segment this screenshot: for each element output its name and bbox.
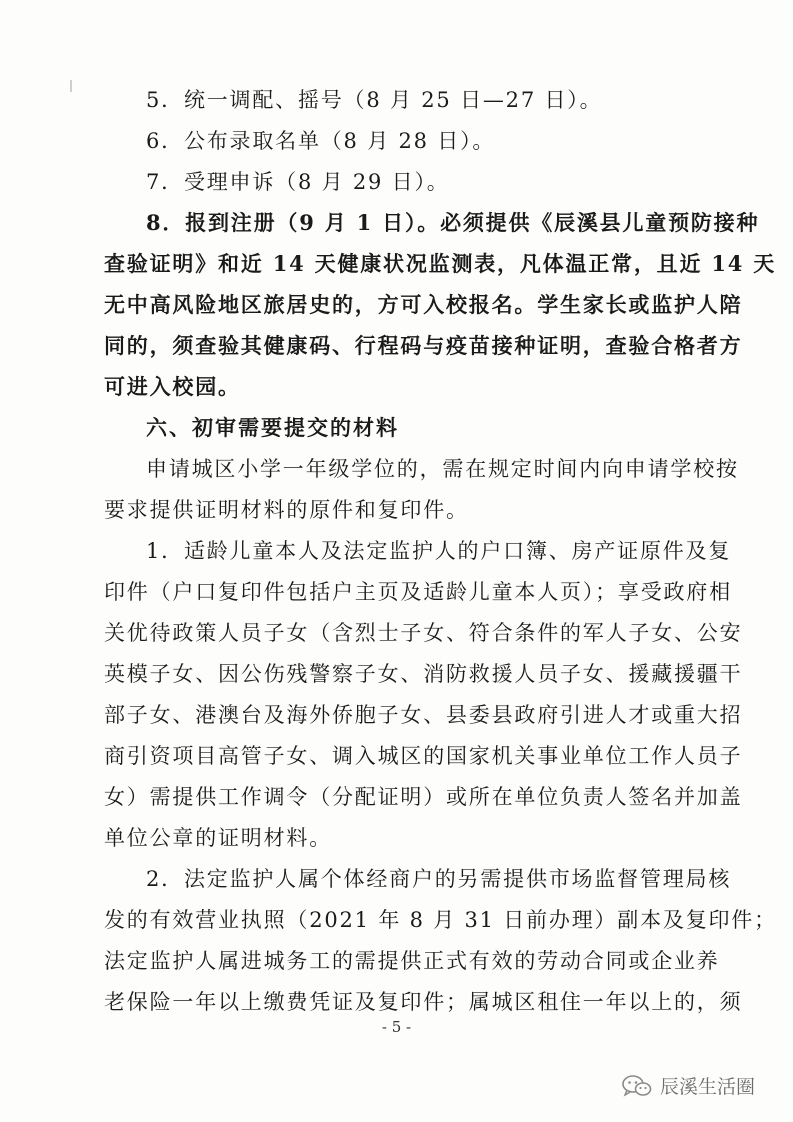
item-2-line-1: 2．法定监护人属个体经商户的另需提供市场监督管理局核 [146,867,732,891]
item-1-line-5: 部子女、港澳台及海外侨胞子女、县委县政府引进人才或重大招 [104,703,743,727]
item-2-line-2: 发的有效营业执照（2021 年 8 月 31 日前办理）副本及复印件； [104,908,777,932]
page-number: - 5 - [381,1018,412,1036]
item-8-line-4: 同的，须查验其健康码、行程码与疫苗接种证明，查验合格者方 [104,333,743,358]
item-7-line: 7．受理申诉（8 月 29 日）。 [146,170,450,194]
item-2-line-4: 老保险一年以上缴费凭证及复印件；属城区租住一年以上的，须 [104,990,743,1014]
item-8-line-3: 无中高风险地区旅居史的，方可入校报名。学生家长或监护人陪 [104,292,743,317]
item-1-line-8: 单位公章的证明材料。 [104,826,332,850]
item-1-line-4: 英模子女、因公伤残警察子女、消防救援人员子女、援藏援疆干 [104,662,743,686]
item-1-line-2: 印件（户口复印件包括户主页及适龄儿童本人页）；享受政府相 [104,580,732,604]
watermark-label: 辰溪生活圈 [660,1076,756,1098]
item-1-line-7: 女）需提供工作调令（分配证明）或所在单位负责人签名并加盖 [104,785,743,809]
section-intro-line-2: 要求提供证明材料的原件和复印件。 [104,498,469,522]
wechat-watermark [622,1072,755,1099]
section-intro-line-1: 申请城区小学一年级学位的，需在规定时间内向申请学校按 [146,457,739,481]
item-1-line-3: 关优待政策人员子女（含烈士子女、符合条件的军人子女、公安 [104,621,743,645]
item-6-line: 6．公布录取名单（8 月 28 日）。 [146,129,496,153]
item-8-line-5: 可进入校园。 [104,374,241,399]
scan-artifact [70,80,72,92]
item-8-line-1: 8．报到注册（9 月 1 日）。必须提供《辰溪县儿童预防接种 [146,210,760,235]
item-1-line-6: 商引资项目高管子女、调入城区的国家机关事业单位工作人员子 [104,744,743,768]
item-1-line-1: 1．适龄儿童本人及法定监护人的户口簿、房产证原件及复 [146,539,732,563]
item-2-line-3: 法定监护人属进城务工的需提供正式有效的劳动合同或企业养 [104,949,720,973]
item-8-line-2: 查验证明》和近 14 天健康状况监测表，凡体温正常，且近 14 天 [104,251,777,276]
section-heading: 六、初审需要提交的材料 [146,416,399,440]
wechat-icon [622,1074,652,1098]
item-5-line: 5．统一调配、摇号（8 月 25 日—27 日）。 [146,88,603,112]
